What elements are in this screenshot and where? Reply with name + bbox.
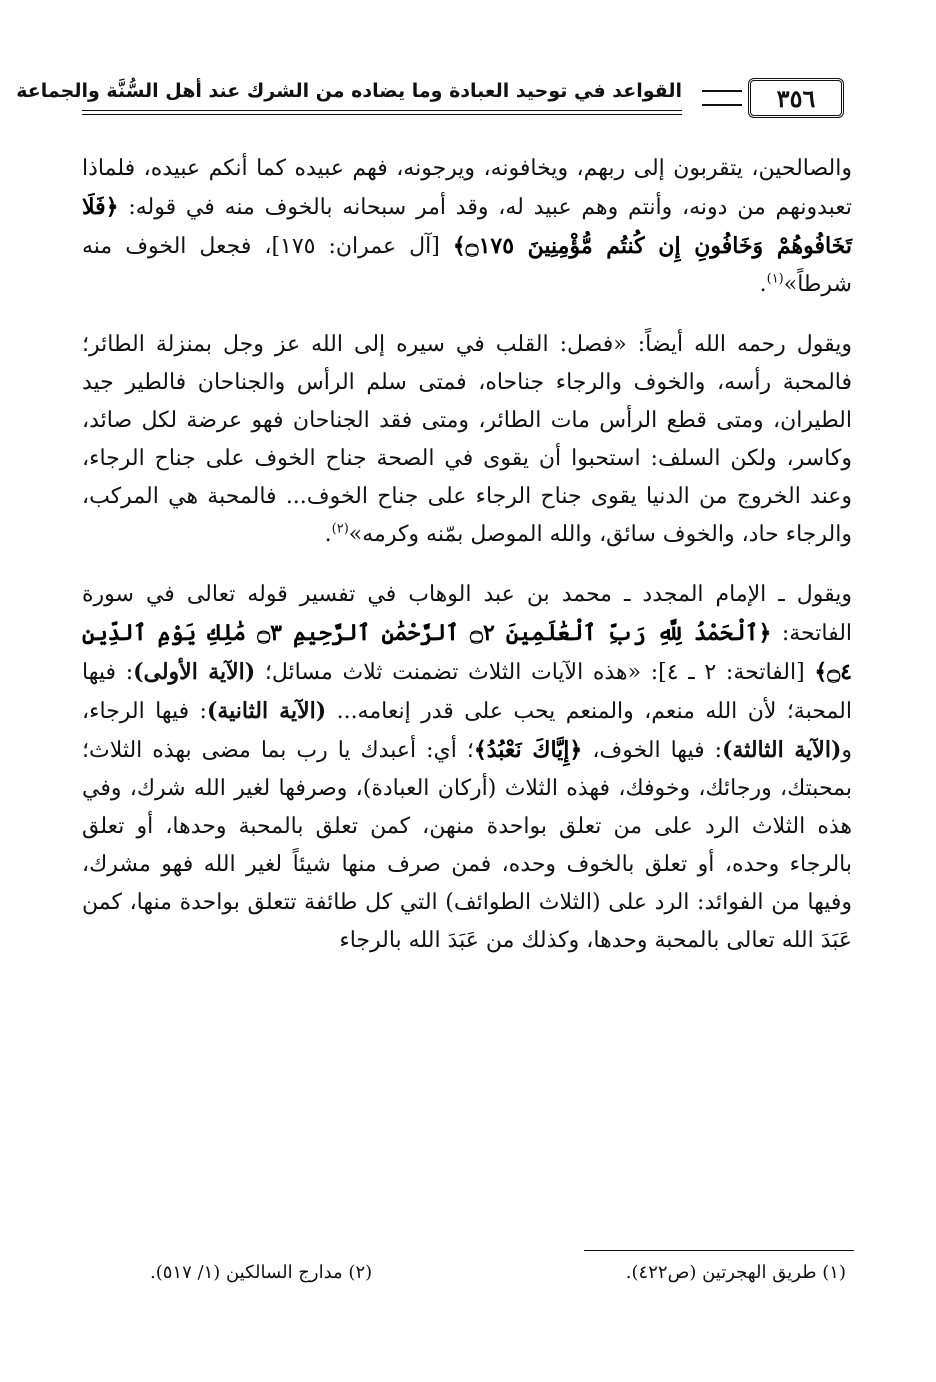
paragraph-text: ويقول ـ الإمام المجدد ـ محمد بن عبد الوهاب في تفسير قوله تعالى في سورة الفاتحة:	[82, 582, 853, 646]
quran-verse: ﴿إِيَّاكَ نَعْبُدُ﴾	[473, 737, 583, 763]
paragraph-2	[82, 326, 852, 554]
paragraph-text: ؛ أي: أعبدك يا رب بما مضى بهذه الثلاث؛ بمحبتك، ورجائك، وخوفك، فهذه الثلاث (أركان العبادة)، وصرفها لغير الله شرك، وفي هذه الثلاث الرد على من تعلق بواحدة منهن، كمن تعلق بالمحبة وحدها، أو تعلق بالرجاء وحده، أو تعلق بالخوف وحده، فمن صرف منها شيئاً لغير الله فهو مشرك، وفيها من الفوائد: الرد على (الثلاث الطوائف) التي كل طائفة تتعلق بواحدة منها، كمن عَبَدَ الله تعالى بالمحبة وحدها، وكذلك من عَبَدَ الله بالرجاء	[82, 738, 852, 953]
punctuation: .	[324, 522, 332, 547]
footnote-rule	[584, 1250, 854, 1251]
page-number-frame	[702, 78, 852, 118]
paragraph-text: ويقول رحمه الله أيضاً: «فصل: القلب في سيره إلى الله عز وجل بمنزلة الطائر؛ فالمحبة رأسه، والخوف والرجاء جناحاه، فمتى سلم الرأس والجناحان فالطير جيد الطيران، ومتى قطع الرأس مات الطائر، ومتى فقد الجناحان فهو عرضة لكل صائد، وكاسر، ولكن السلف: استحبوا أن يقوى في الصحة جناح الخوف على جناح الرجاء، وعند الخروج من الدنيا يقوى جناح الرجاء على جناح الخوف... فالمحبة هي المركب، والرجاء حاد، والخوف سائق، والله الموصل بمّنه وكرمه»	[82, 332, 852, 547]
paragraph-text: : فيها الخوف،	[592, 738, 723, 763]
paragraph-text: : فيها الرجاء، و	[82, 699, 852, 763]
page-number: ٣٥٦	[748, 78, 844, 118]
bold-heading: (الآية الثالثة)	[722, 737, 842, 763]
bold-heading: (الآية الأولى)	[133, 659, 256, 685]
quran-verse: ﴿فَلَا تَخَافُوهُمْ وَخَافُونِ إِن كُنتُم مُّؤْمِنِينَ ۝١٧٥﴾	[82, 194, 852, 259]
footnote-ref: (١)	[766, 271, 784, 287]
citation: [آل عمران: ١٧٥]، فجعل الخوف منه شرطاً»	[82, 234, 852, 297]
punctuation: .	[759, 272, 767, 297]
quran-verse: ﴿ٱلْحَمْدُ لِلَّهِ رَبِّ ٱلْعَٰلَمِينَ ۝٢ ٱلرَّحْمَٰنِ ٱلرَّحِيمِ ۝٣ مَٰلِكِ يَوْمِ ٱلدِّينِ ۝٤﴾	[82, 620, 852, 685]
footnotes	[150, 1262, 846, 1283]
header-ornament	[702, 90, 742, 106]
paragraph-1	[82, 150, 852, 304]
paragraph-3	[82, 576, 852, 960]
bold-heading: (الآية الثانية)	[206, 698, 327, 724]
main-text	[82, 150, 852, 982]
footnote-2: (٢) مدارج السالكين (١/ ٥١٧).	[150, 1262, 373, 1283]
running-title: القواعد في توحيد العبادة وما يضاده من الشرك عند أهل السُّنَّة والجماعة	[16, 80, 682, 102]
footnote-1: (١) طريق الهجرتين (ص٤٢٢).	[625, 1262, 846, 1283]
paragraph-text: : فيها المحبة؛ لأن الله منعم، والمنعم يحب على قدر إنعامه...	[82, 660, 852, 724]
page-header	[16, 74, 852, 124]
footnote-ref: (٢)	[331, 521, 349, 537]
header-rule	[82, 110, 682, 115]
paragraph-text: [الفاتحة: ٢ ـ ٤]: «هذه الآيات الثلاث تضمنت ثلاث مسائل؛	[264, 660, 805, 685]
paragraph-text: والصالحين، يتقربون إلى ربهم، ويخافونه، ويرجونه، فهم عبيده كما أنكم عبيده، فلماذا تعبدونهم من دونه، وأنتم وهم عبيد له، وقد أمر سبحانه بالخوف منه في قوله:	[82, 156, 852, 220]
